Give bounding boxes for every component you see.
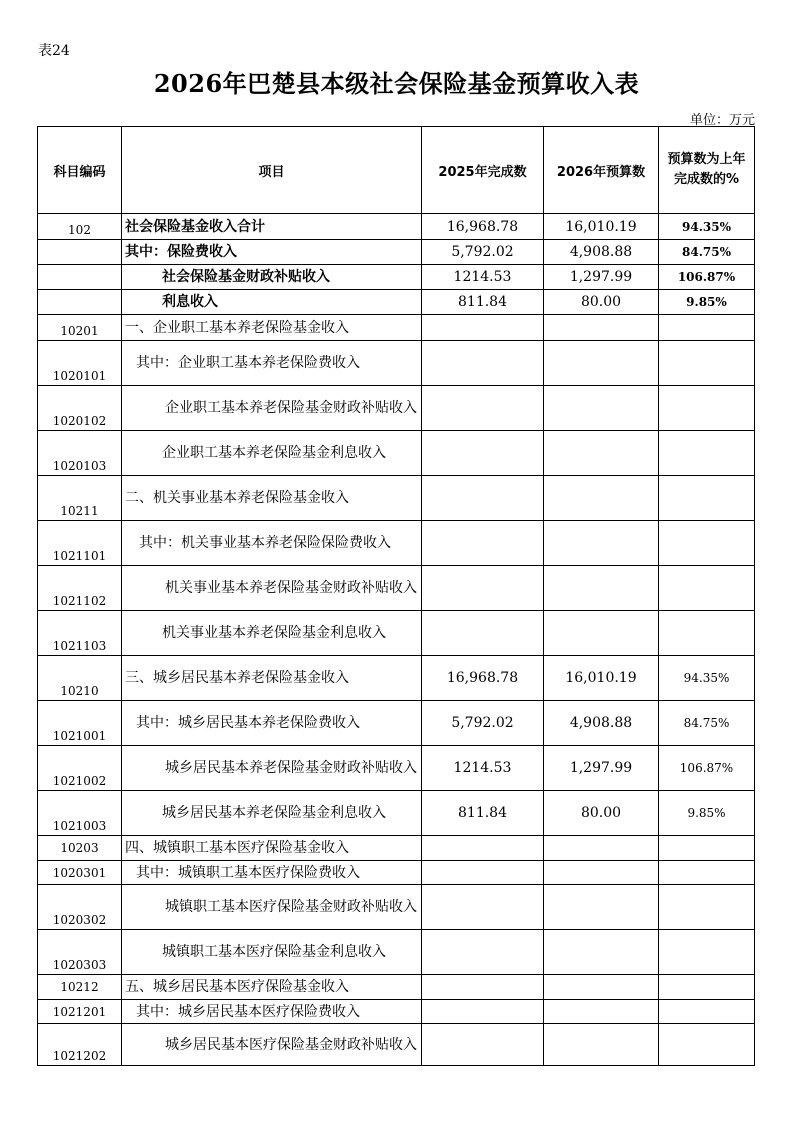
row-budget <box>544 975 659 1000</box>
row-actual: 811.84 <box>422 290 544 315</box>
row-budget <box>544 386 659 431</box>
row-actual: 16,968.78 <box>422 656 544 701</box>
row-budget: 4,908.88 <box>544 240 659 265</box>
row-item: 城乡居民基本养老保险基金利息收入 <box>122 791 422 836</box>
row-budget <box>544 1024 659 1066</box>
row-code: 1021103 <box>38 611 122 656</box>
row-actual: 1214.53 <box>422 746 544 791</box>
row-code: 10203 <box>38 836 122 861</box>
row-item: 其中：城镇职工基本医疗保险费收入 <box>122 861 422 885</box>
row-code: 1021001 <box>38 701 122 746</box>
row-budget: 80.00 <box>544 290 659 315</box>
row-budget <box>544 885 659 930</box>
table-row <box>38 265 755 290</box>
row-ratio <box>659 431 755 476</box>
row-code: 1021102 <box>38 566 122 611</box>
row-item: 机关事业基本养老保险基金利息收入 <box>122 611 422 656</box>
table-row <box>38 975 755 1000</box>
row-budget: 1,297.99 <box>544 265 659 290</box>
row-actual: 811.84 <box>422 791 544 836</box>
row-budget <box>544 341 659 386</box>
table-row <box>38 836 755 861</box>
row-code: 1020102 <box>38 386 122 431</box>
table-row <box>38 341 755 386</box>
row-budget <box>544 566 659 611</box>
row-item: 社会保险基金财政补贴收入 <box>122 265 422 290</box>
table-row <box>38 290 755 315</box>
row-budget: 1,297.99 <box>544 746 659 791</box>
row-actual <box>422 885 544 930</box>
row-budget: 16,010.19 <box>544 214 659 240</box>
row-item: 社会保险基金收入合计 <box>122 214 422 240</box>
header-item: 项目 <box>122 127 422 214</box>
row-item: 五、城乡居民基本医疗保险基金收入 <box>122 975 422 1000</box>
table-row <box>38 214 755 240</box>
row-ratio: 106.87% <box>659 746 755 791</box>
row-item: 四、城镇职工基本医疗保险基金收入 <box>122 836 422 861</box>
row-ratio <box>659 521 755 566</box>
row-item: 企业职工基本养老保险基金财政补贴收入 <box>122 386 422 431</box>
row-item: 其中：保险费收入 <box>122 240 422 265</box>
row-item: 机关事业基本养老保险基金财政补贴收入 <box>122 566 422 611</box>
row-item: 企业职工基本养老保险基金利息收入 <box>122 431 422 476</box>
row-code: 1020303 <box>38 930 122 975</box>
row-actual <box>422 975 544 1000</box>
row-code: 1021202 <box>38 1024 122 1066</box>
row-budget: 80.00 <box>544 791 659 836</box>
row-budget: 16,010.19 <box>544 656 659 701</box>
row-ratio <box>659 1024 755 1066</box>
row-ratio <box>659 315 755 341</box>
row-code: 10210 <box>38 656 122 701</box>
table-row <box>38 431 755 476</box>
table-row <box>38 1000 755 1024</box>
header-ratio: 预算数为上年完成数的% <box>659 127 755 214</box>
row-code: 1020302 <box>38 885 122 930</box>
header-budget-2026: 2026年预算数 <box>544 127 659 214</box>
row-ratio: 84.75% <box>659 240 755 265</box>
row-actual <box>422 1024 544 1066</box>
table-row <box>38 746 755 791</box>
row-code <box>38 265 122 290</box>
row-code: 1020101 <box>38 341 122 386</box>
row-budget <box>544 611 659 656</box>
row-ratio <box>659 861 755 885</box>
row-ratio <box>659 611 755 656</box>
row-ratio: 94.35% <box>659 656 755 701</box>
table-row <box>38 315 755 341</box>
row-ratio <box>659 386 755 431</box>
table-row <box>38 701 755 746</box>
row-budget <box>544 861 659 885</box>
row-item: 三、城乡居民基本养老保险基金收入 <box>122 656 422 701</box>
row-ratio: 84.75% <box>659 701 755 746</box>
table-row <box>38 240 755 265</box>
row-item: 城镇职工基本医疗保险基金财政补贴收入 <box>122 885 422 930</box>
row-item: 城镇职工基本医疗保险基金利息收入 <box>122 930 422 975</box>
row-actual <box>422 611 544 656</box>
row-ratio: 9.85% <box>659 791 755 836</box>
row-item: 一、企业职工基本养老保险基金收入 <box>122 315 422 341</box>
row-actual <box>422 431 544 476</box>
table-row <box>38 656 755 701</box>
row-item: 利息收入 <box>122 290 422 315</box>
row-item: 其中：企业职工基本养老保险费收入 <box>122 341 422 386</box>
row-item: 城乡居民基本养老保险基金财政补贴收入 <box>122 746 422 791</box>
row-ratio <box>659 975 755 1000</box>
table-row <box>38 476 755 521</box>
row-actual <box>422 386 544 431</box>
row-budget <box>544 930 659 975</box>
row-code <box>38 290 122 315</box>
unit-label: 单位：万元 <box>689 113 755 128</box>
row-actual <box>422 861 544 885</box>
table-row <box>38 611 755 656</box>
row-actual <box>422 836 544 861</box>
header-actual-2025: 2025年完成数 <box>422 127 544 214</box>
table-row <box>38 885 755 930</box>
row-budget <box>544 431 659 476</box>
row-item: 城乡居民基本医疗保险基金财政补贴收入 <box>122 1024 422 1066</box>
row-budget <box>544 836 659 861</box>
table-row <box>38 861 755 885</box>
page-title: 2026年巴楚县本级社会保险基金预算收入表 <box>153 69 640 98</box>
row-code: 1021003 <box>38 791 122 836</box>
row-item: 其中：城乡居民基本养老保险费收入 <box>122 701 422 746</box>
row-ratio <box>659 476 755 521</box>
row-code: 1020301 <box>38 861 122 885</box>
row-actual: 1214.53 <box>422 265 544 290</box>
row-ratio <box>659 885 755 930</box>
row-item: 其中：机关事业基本养老保险保险费收入 <box>122 521 422 566</box>
row-code: 1021002 <box>38 746 122 791</box>
table-row <box>38 791 755 836</box>
row-budget <box>544 521 659 566</box>
row-ratio <box>659 1000 755 1024</box>
table-row <box>38 1024 755 1066</box>
header-row <box>38 127 755 214</box>
row-actual <box>422 930 544 975</box>
row-actual <box>422 1000 544 1024</box>
row-budget <box>544 476 659 521</box>
row-actual: 5,792.02 <box>422 701 544 746</box>
row-code: 10212 <box>38 975 122 1000</box>
row-actual: 5,792.02 <box>422 240 544 265</box>
row-actual <box>422 341 544 386</box>
row-ratio <box>659 930 755 975</box>
row-actual <box>422 315 544 341</box>
row-ratio <box>659 341 755 386</box>
table-number: 表24 <box>38 43 70 59</box>
table-row <box>38 521 755 566</box>
row-code: 102 <box>38 214 122 240</box>
row-ratio <box>659 566 755 611</box>
row-actual <box>422 566 544 611</box>
table-row <box>38 930 755 975</box>
row-ratio <box>659 836 755 861</box>
row-budget <box>544 1000 659 1024</box>
row-actual <box>422 476 544 521</box>
row-item: 二、机关事业基本养老保险基金收入 <box>122 476 422 521</box>
table-row <box>38 386 755 431</box>
row-code: 10211 <box>38 476 122 521</box>
row-code: 1020103 <box>38 431 122 476</box>
row-budget <box>544 315 659 341</box>
header-code: 科目编码 <box>38 127 122 214</box>
row-actual <box>422 521 544 566</box>
row-ratio: 9.85% <box>659 290 755 315</box>
row-item: 其中：城乡居民基本医疗保险费收入 <box>122 1000 422 1024</box>
row-ratio: 106.87% <box>659 265 755 290</box>
row-code: 1021101 <box>38 521 122 566</box>
table-row <box>38 566 755 611</box>
row-budget: 4,908.88 <box>544 701 659 746</box>
row-code: 10201 <box>38 315 122 341</box>
row-actual: 16,968.78 <box>422 214 544 240</box>
row-code <box>38 240 122 265</box>
row-code: 1021201 <box>38 1000 122 1024</box>
row-ratio: 94.35% <box>659 214 755 240</box>
budget-table <box>37 126 755 1066</box>
